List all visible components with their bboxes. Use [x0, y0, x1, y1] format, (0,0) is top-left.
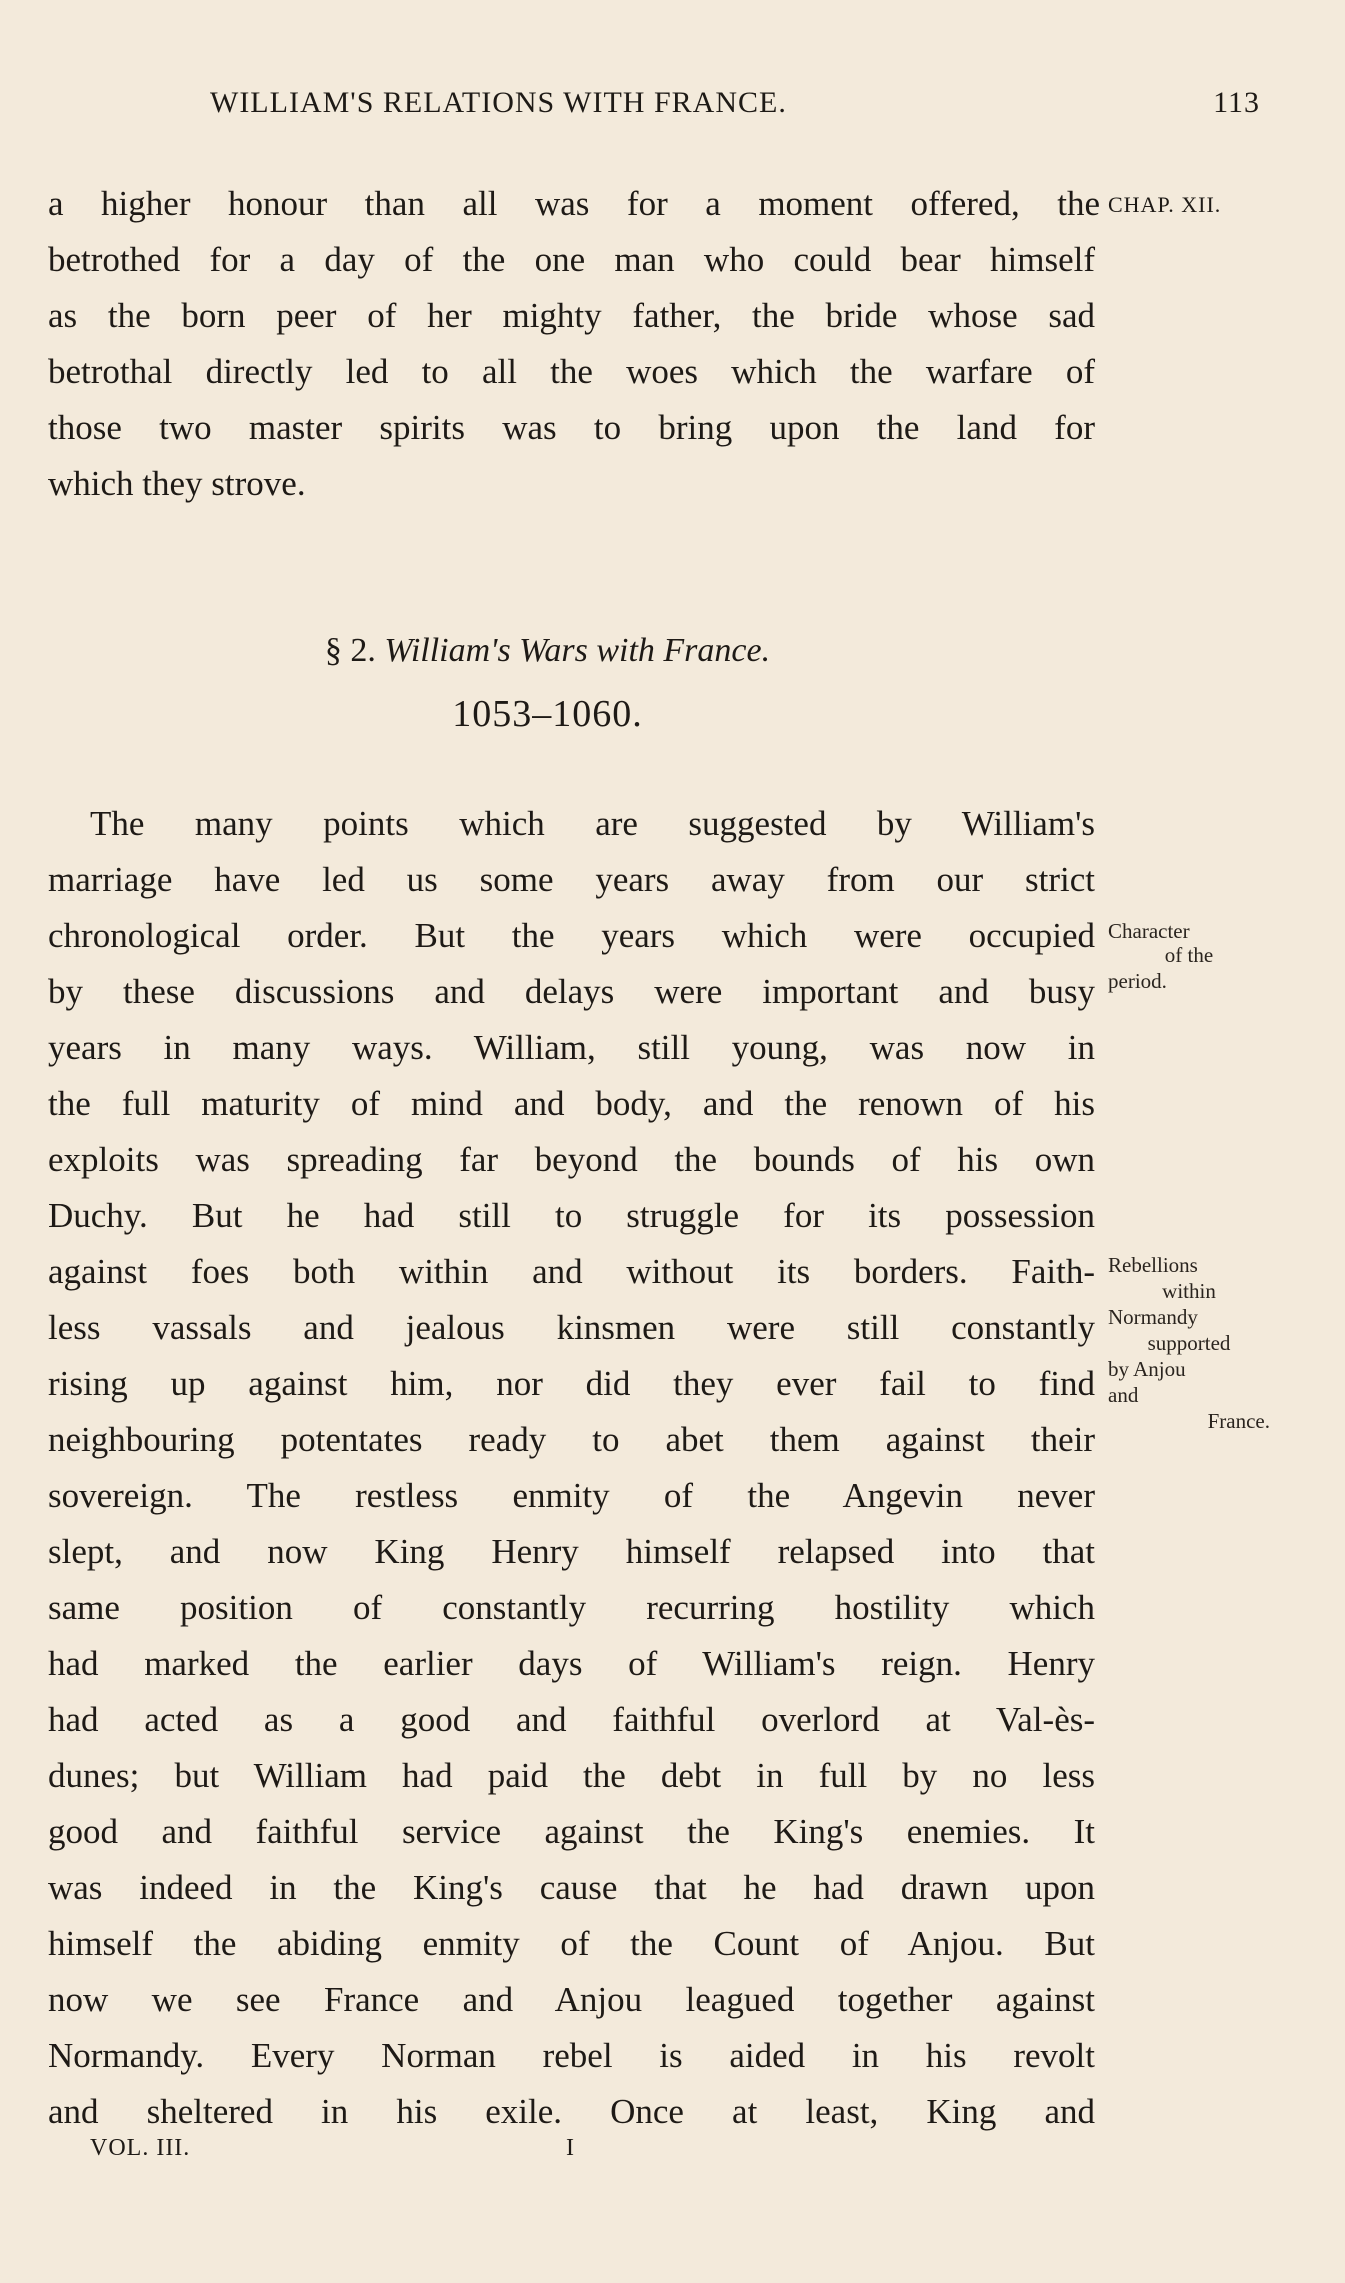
- margin-note-line: Rebellions: [1108, 1253, 1198, 1277]
- text-line: dunes; but William had paid the debt in full by no less: [48, 1756, 1095, 1795]
- text-line: marriage have led us some years away from our strict: [48, 860, 1095, 899]
- text-line: against foes both within and without its borders. Faith-: [48, 1252, 1095, 1291]
- text-line: betrothed for a day of the one man who could bear himself: [48, 240, 1095, 279]
- section-years: 1053–1060.: [452, 693, 643, 735]
- text-line: rising up against him, nor did they ever fail to find: [48, 1364, 1095, 1403]
- text-line: sovereign. The restless enmity of the Angevin never: [48, 1476, 1095, 1515]
- text-line: Duchy. But he had still to struggle for its possession: [48, 1196, 1095, 1235]
- text-line: himself the abiding enmity of the Count of Anjou. But: [48, 1924, 1095, 1963]
- text-line: was indeed in the King's cause that he had drawn upon: [48, 1868, 1095, 1907]
- text-line: slept, and now King Henry himself relapsed into that: [48, 1532, 1095, 1571]
- text-line: a higher honour than all was for a moment offered, the: [48, 184, 1100, 223]
- text-line: less vassals and jealous kinsmen were still constantly: [48, 1308, 1095, 1347]
- text-line: and sheltered in his exile. Once at least, King and: [48, 2092, 1095, 2131]
- text-line: The many points which are suggested by William's: [90, 804, 1095, 843]
- text-line: years in many ways. William, still young, was now in: [48, 1028, 1095, 1067]
- margin-note-line: of the: [1164, 943, 1214, 967]
- chapter-label: CHAP. XII.: [1108, 192, 1222, 217]
- text-line: chronological order. But the years which were occupied: [48, 916, 1095, 955]
- text-line: betrothal directly led to all the woes which the warfare of: [48, 352, 1095, 391]
- running-header: [210, 86, 1260, 134]
- running-title: WILLIAM'S RELATIONS WITH FRANCE.: [210, 86, 787, 119]
- margin-note-character: [1108, 918, 1270, 994]
- margin-note-line: by Anjou: [1108, 1357, 1186, 1381]
- page-number: 113: [1213, 86, 1260, 119]
- section-number: § 2.: [324, 632, 376, 669]
- margin-note-line: Character: [1108, 919, 1190, 943]
- section-title: William's Wars with France.: [384, 632, 771, 669]
- margin-note-line: Normandy: [1108, 1305, 1198, 1329]
- text-line: exploits was spreading far beyond the bounds of his own: [48, 1140, 1095, 1179]
- text-line: now we see France and Anjou leagued together against: [48, 1980, 1095, 2019]
- section-heading: [0, 632, 1095, 670]
- footer-signature: I: [566, 2135, 574, 2161]
- text-line: good and faithful service against the King's enemies. It: [48, 1812, 1095, 1851]
- text-line: those two master spirits was to bring upon the land for: [48, 408, 1095, 447]
- margin-note-line: within: [1162, 1279, 1216, 1303]
- text-line: same position of constantly recurring hostility which: [48, 1588, 1095, 1627]
- margin-note-line: France.: [1207, 1409, 1270, 1433]
- margin-note-line: supported: [1147, 1331, 1231, 1355]
- text-line: had acted as a good and faithful overlord at Val-ès-: [48, 1700, 1095, 1739]
- text-line: as the born peer of her mighty father, the bride whose sad: [48, 296, 1095, 335]
- footer-volume: VOL. III.: [90, 2135, 191, 2161]
- text-line: the full maturity of mind and body, and the renown of his: [48, 1084, 1095, 1123]
- margin-note-rebellions: [1108, 1252, 1270, 1434]
- margin-note-line: and: [1108, 1383, 1139, 1407]
- text-line: had marked the earlier days of William's reign. Henry: [48, 1644, 1095, 1683]
- margin-note-line: period.: [1108, 969, 1167, 993]
- text-line: neighbouring potentates ready to abet them against their: [48, 1420, 1095, 1459]
- text-line: by these discussions and delays were important and busy: [48, 972, 1095, 1011]
- text-line: which they strove.: [48, 464, 306, 503]
- text-line: Normandy. Every Norman rebel is aided in his revolt: [48, 2036, 1095, 2075]
